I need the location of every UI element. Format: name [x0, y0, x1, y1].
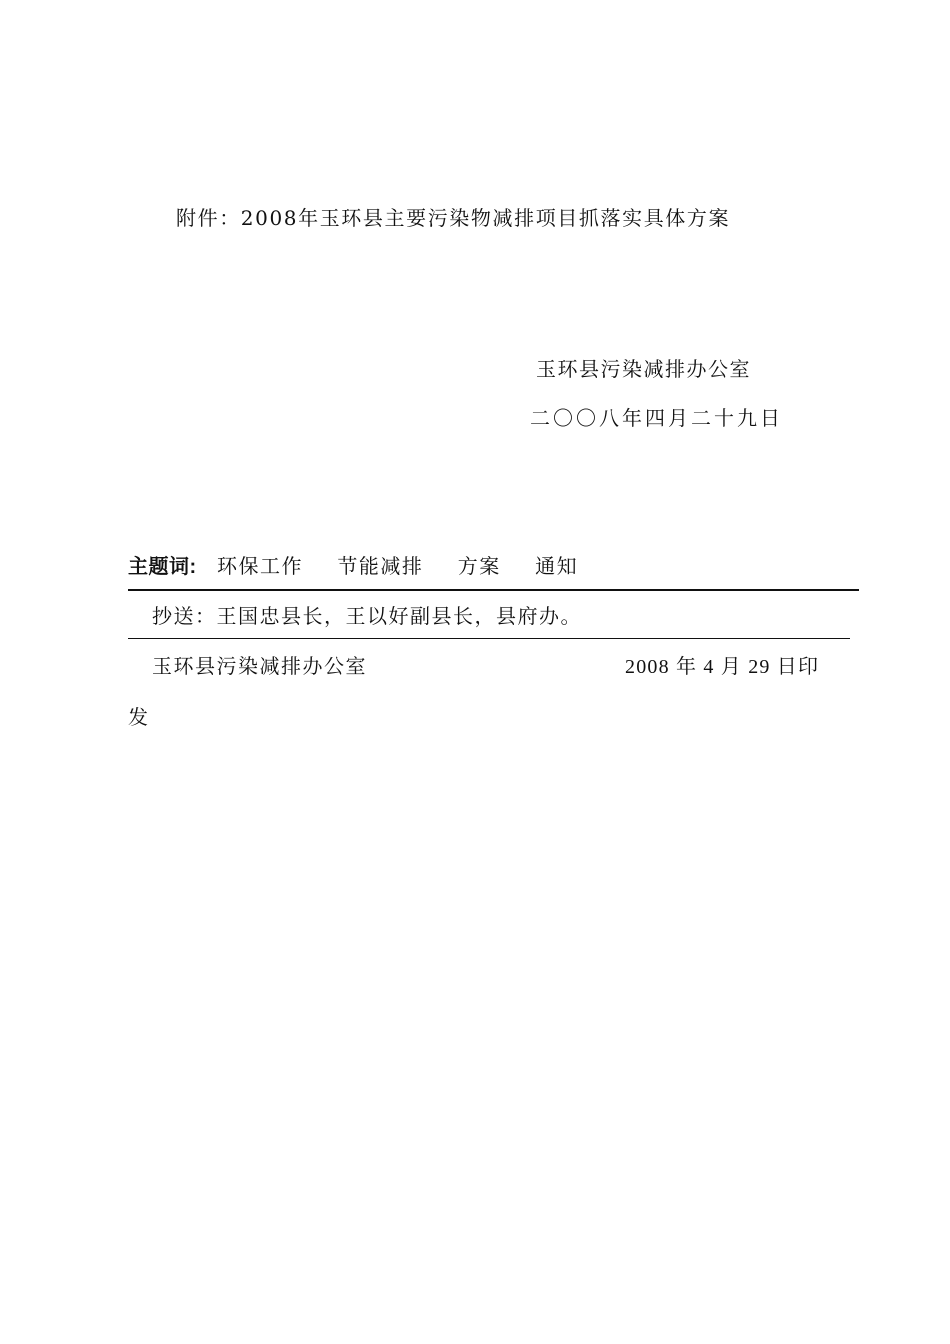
issuing-office: 玉环县污染减排办公室 — [536, 357, 751, 381]
attachment-line: 附件：2008年玉环县主要污染物减排项目抓落实具体方案 — [176, 206, 731, 230]
printing-date-suffix: 发 — [128, 705, 148, 729]
subject-keyword: 方案 — [457, 554, 501, 578]
divider-line — [128, 638, 850, 639]
printing-office: 玉环县污染减排办公室 — [152, 654, 367, 678]
cc-line: 抄送：王国忠县长，王以好副县长，县府办。 — [152, 604, 582, 628]
printing-date: 2008 年 4 月 29 日印 — [625, 656, 820, 678]
subject-label: 主题词: — [128, 556, 197, 578]
issue-date: 二〇〇八年四月二十九日 — [530, 406, 783, 430]
divider-line — [128, 589, 859, 591]
subject-keyword: 环保工作 — [217, 554, 304, 578]
subject-keyword: 节能减排 — [337, 554, 424, 578]
subject-keyword: 通知 — [535, 554, 579, 578]
subject-keywords-row — [128, 550, 578, 579]
